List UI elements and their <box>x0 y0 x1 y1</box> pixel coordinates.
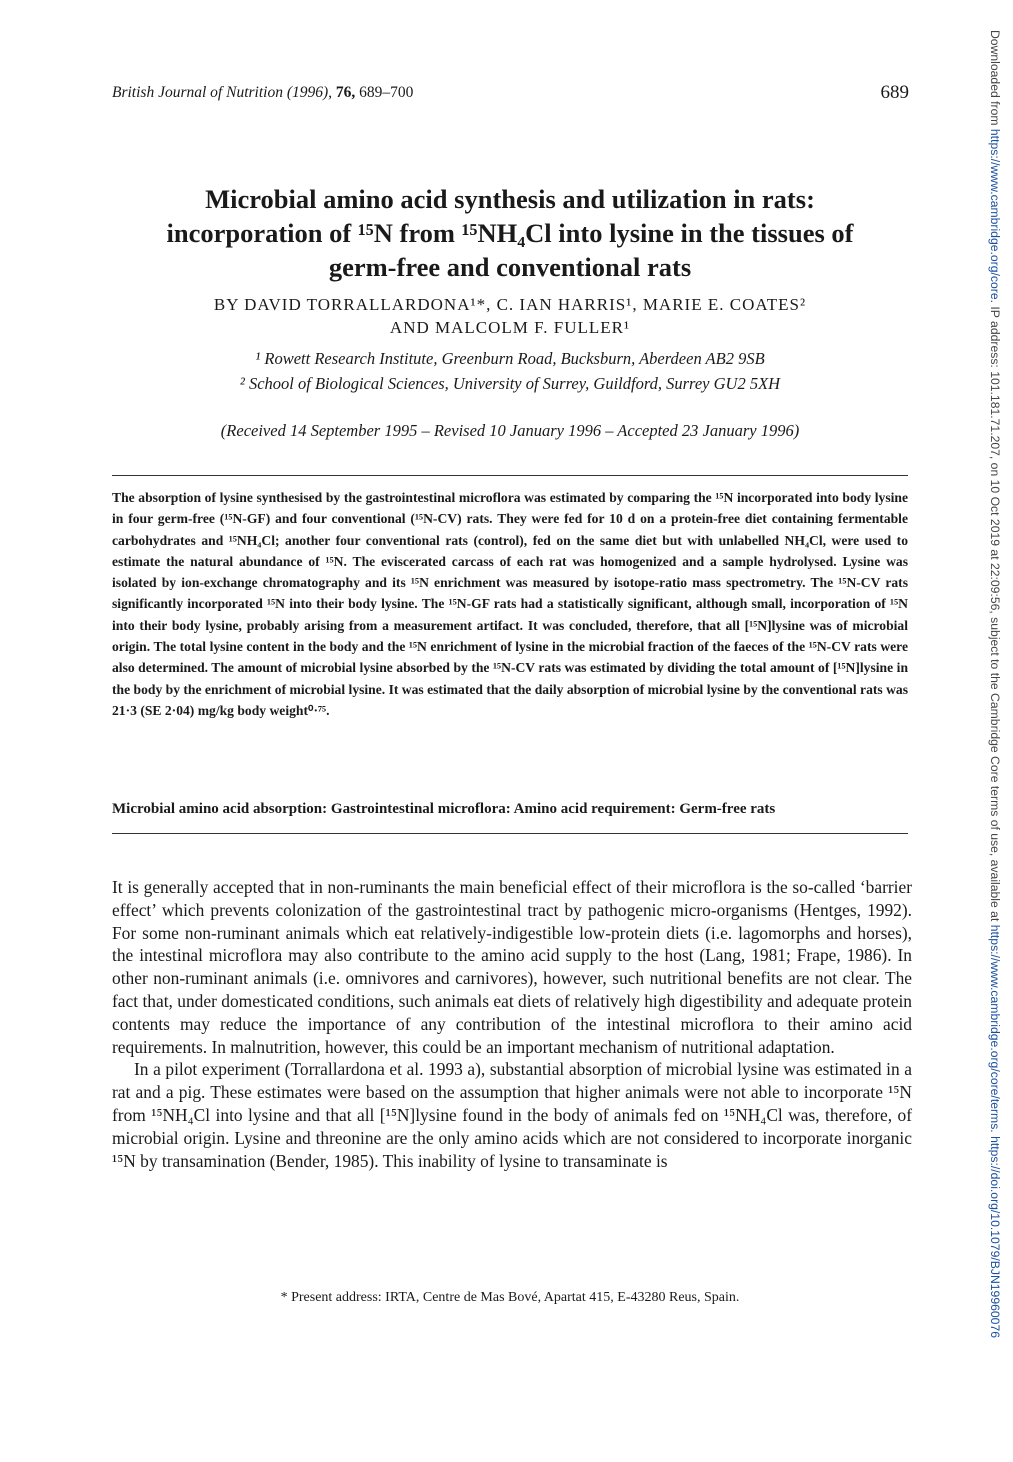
download-sep: . <box>988 1129 1002 1137</box>
affiliation-1: ¹ Rowett Research Institute, Greenburn Road, Bucksburn, Aberdeen AB2 9SB <box>255 349 765 368</box>
terms-link[interactable]: https://www.cambridge.org/core/terms <box>988 924 1002 1130</box>
page-number: 689 <box>880 82 909 103</box>
footnote: * Present address: IRTA, Centre de Mas Bové, Apartat 415, E-43280 Reus, Spain. <box>280 1290 740 1305</box>
journal-name: British Journal of Nutrition <box>112 84 283 101</box>
divider <box>112 833 908 834</box>
affiliations <box>112 346 908 396</box>
body-text <box>112 876 912 1172</box>
title-line: incorporation of ¹⁵N from ¹⁵NH₄Cl into lysine in the tissues of <box>166 218 854 248</box>
running-head <box>112 84 908 102</box>
title-line: germ-free and conventional rats <box>328 252 692 282</box>
divider <box>112 475 908 476</box>
author-line: BY DAVID TORRALLARDONA¹*, C. IAN HARRIS¹, MARIE E. COATES² <box>213 295 807 314</box>
doi-link[interactable]: https://doi.org/10.1079/BJN19960076 <box>988 1136 1002 1338</box>
download-notice <box>988 30 1002 1338</box>
keywords: Microbial amino acid absorption: Gastrointestinal microflora: Amino acid requirement: Germ-free rats <box>112 801 776 817</box>
download-prefix: Downloaded from <box>988 30 1002 129</box>
author-line: AND MALCOLM F. FULLER¹ <box>389 318 631 337</box>
cambridge-core-link[interactable]: https://www.cambridge.org/core <box>988 128 1002 300</box>
journal-year: (1996), <box>286 84 333 101</box>
abstract: The absorption of lysine synthesised by the gastrointestinal microflora was estimated by comparing the ¹⁵N incorporated into body lysine in four germ-free (¹⁵N-GF) and four conventional (¹⁵N-CV) rats. They were fed for 10 d on a protein-free diet containing fermentable carbohydrates and ¹⁵NH₄Cl; another four conventional rats (control), fed on the same diet but with unlabelled NH₄Cl, were used to estimate the natural abundance of ¹⁵N. The eviscerated carcass of each rat was homogenized and a sample hydrolysed. Lysine was isolated by ion-exchange chromatography and its ¹⁵N enrichment was measured by isotope-ratio mass spectrometry. The ¹⁵N-CV rats significantly incorporated ¹⁵N into their body lysine. The ¹⁵N-GF rats had a statistically significant, although small, incorporation of ¹⁵N into their body lysine, probably arising from a measurement artifact. It was concluded, therefore, that all [¹⁵N]lysine was of microbial origin. The total lysine content in the body and the ¹⁵N enrichment of lysine in the microbial fraction of the faeces of the ¹⁵N-CV rats were also determined. The amount of microbial lysine absorbed by the ¹⁵N-CV rats was estimated by dividing the total amount of [¹⁵N]lysine in the body by the enrichment of microbial lysine. It was estimated that the daily absorption of microbial lysine by the conventional rats was 21·3 (SE 2·04) mg/kg body weight⁰·⁷⁵. <box>112 490 908 718</box>
journal-pages: 689–700 <box>359 84 414 101</box>
title-line: Microbial amino acid synthesis and utilization in rats: <box>205 184 815 214</box>
author-list <box>112 293 908 339</box>
received-dates: (Received 14 September 1995 – Revised 10 January 1996 – Accepted 23 January 1996) <box>220 421 800 440</box>
paragraph: In a pilot experiment (Torrallardona et al. 1993 a), substantial absorption of microbial lysine was estimated in a rat and a pig. These estimates were based on the assumption that higher animals were not able to incorporate ¹⁵N from ¹⁵NH₄Cl into lysine and that all [¹⁵N]lysine found in the body of animals fed on ¹⁵NH₄Cl was, therefore, of microbial origin. Lysine and threonine are the only amino acids which are not considered to incorporate inorganic ¹⁵N by transamination (Bender, 1985). This inability of lysine to transaminate is <box>112 1059 912 1171</box>
affiliation-2: ² School of Biological Sciences, University of Surrey, Guildford, Surrey GU2 5XH <box>239 374 781 393</box>
download-middle: . IP address: 101.181.71.207, on 10 Oct 2019 at 22:09:56, subject to the Cambridge Core terms of use, available at <box>988 299 1002 925</box>
journal-volume: 76, <box>335 84 356 101</box>
paragraph: It is generally accepted that in non-ruminants the main beneficial effect of their microflora is the so-called ‘barrier effect’ which prevents colonization of the gastrointestinal tract by pathogenic micro-organisms (Hentges, 1992). For some non-ruminant animals which eat relatively-indigestible low-protein diets (i.e. lagomorphs and horses), the intestinal microflora may also contribute to the amino acid supply to the host (Lang, 1981; Frape, 1986). In other non-ruminant animals (i.e. omnivores and carnivores), however, such nutritional benefits are not clear. The fact that, under domesticated conditions, such animals eat diets of relatively high digestibility and adequate protein contents may reduce the importance of any contribution of the intestinal microflora to their amino acid requirements. In malnutrition, however, this could be an important mechanism of nutritional adaptation. <box>112 877 912 1057</box>
paper-title <box>112 182 908 284</box>
